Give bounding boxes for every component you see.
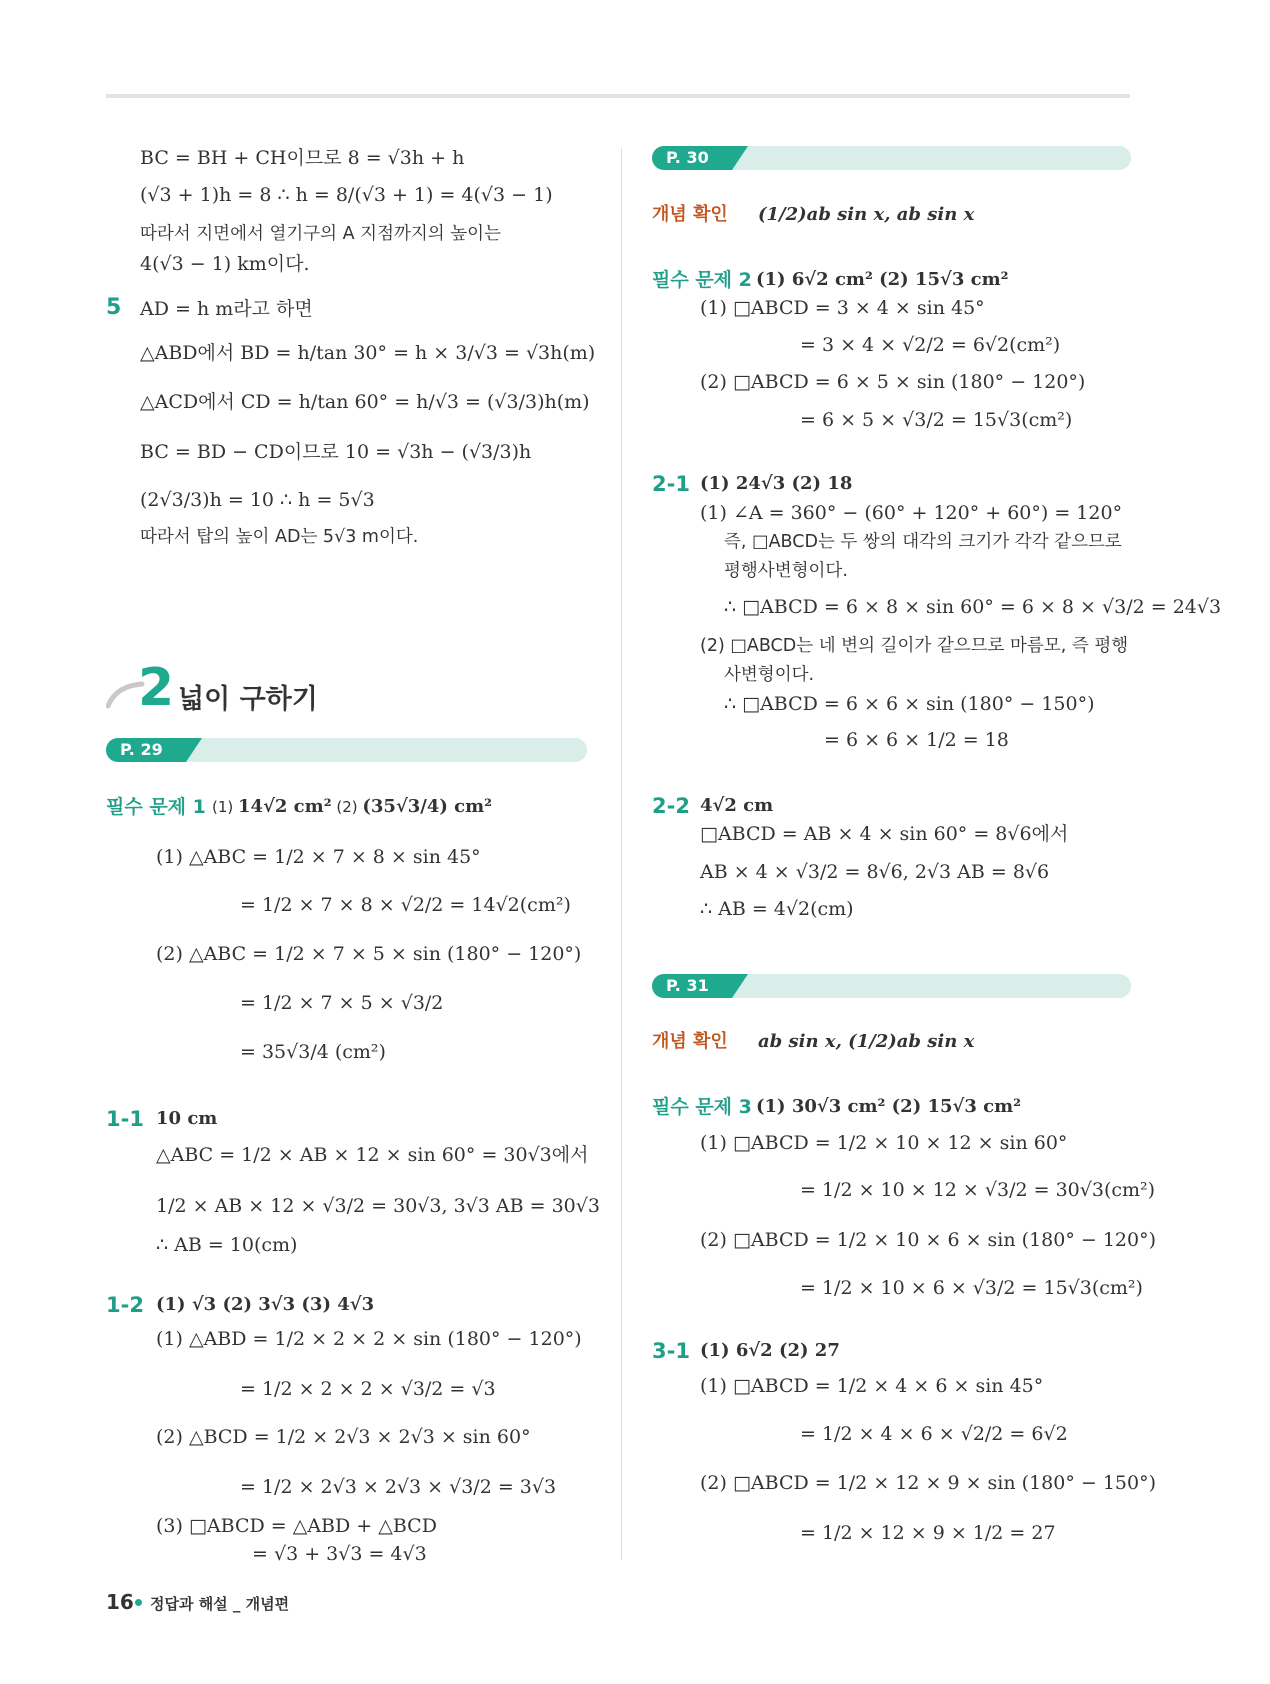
text-line: 4(√3 − 1) km이다. xyxy=(140,253,310,275)
problem-answer: 10 cm xyxy=(156,1108,218,1129)
solution-line: (3) □ABCD = △ABD + △BCD xyxy=(156,1515,437,1537)
problem-answer: (1) √3 (2) 3√3 (3) 4√3 xyxy=(156,1294,375,1315)
solution-line: (2) □ABCD는 네 변의 길이가 같으므로 마름모, 즉 평행 xyxy=(700,636,1129,656)
text-line: △ABD에서 BD = h/tan 30° = h × 3/√3 = √3h(m) xyxy=(140,342,596,364)
text-line: 따라서 지면에서 열기구의 A 지점까지의 높이는 xyxy=(140,224,501,244)
solution-line: = 1/2 × 2√3 × 2√3 × √3/2 = 3√3 xyxy=(240,1476,557,1498)
solution-line: □ABCD = AB × 4 × sin 60° = 8√6에서 xyxy=(700,823,1069,845)
text-line: BC = BH + CH이므로 8 = √3h + h xyxy=(140,147,465,169)
solution-line: 사변형이다. xyxy=(724,665,815,685)
problem-number: 2-2 xyxy=(652,794,690,818)
text-line: AD = h m라고 하면 xyxy=(140,298,313,320)
solution-line: (2) △ABC = 1/2 × 7 × 5 × sin (180° − 120°) xyxy=(156,943,582,965)
solution-line: = 1/2 × 7 × 8 × √2/2 = 14√2(cm²) xyxy=(240,894,571,916)
solution-line: (1) △ABD = 1/2 × 2 × 2 × sin (180° − 120°) xyxy=(156,1328,582,1350)
solution-line: = 6 × 6 × 1/2 = 18 xyxy=(824,729,1009,751)
page-reference-tag: P. 30 xyxy=(652,146,732,170)
solution-line: = 1/2 × 4 × 6 × √2/2 = 6√2 xyxy=(800,1423,1068,1445)
solution-line: 평행사변형이다. xyxy=(724,561,848,581)
page-reference-bar xyxy=(652,146,1131,170)
concept-check-answer: (1/2)ab sin x, ab sin x xyxy=(758,204,975,225)
solution-line: 즉, □ABCD는 두 쌍의 대각의 크기가 각각 같으므로 xyxy=(724,532,1122,552)
problem-answer: (1) 30√3 cm² (2) 15√3 cm² xyxy=(756,1096,1022,1117)
problem-answer: (1) 6√2 cm² (2) 15√3 cm² xyxy=(756,269,1009,290)
solution-line: (2) △BCD = 1/2 × 2√3 × 2√3 × sin 60° xyxy=(156,1426,531,1448)
solution-line: = 1/2 × 12 × 9 × 1/2 = 27 xyxy=(800,1522,1056,1544)
solution-line: ∴ □ABCD = 6 × 8 × sin 60° = 6 × 8 × √3/2 = 24√3 xyxy=(724,596,1222,618)
solution-line: ∴ AB = 10(cm) xyxy=(156,1234,298,1256)
top-rule xyxy=(106,94,1130,98)
page-number: 16 xyxy=(106,1590,134,1614)
solution-line: = 1/2 × 7 × 5 × √3/2 xyxy=(240,992,444,1014)
problem-number: 2-1 xyxy=(652,472,690,496)
page-reference-tag: P. 31 xyxy=(652,974,732,998)
concept-check-label: 개념 확인 xyxy=(652,204,728,225)
problem-answer: (1) 24√3 (2) 18 xyxy=(700,473,853,494)
problem-number: 1-1 xyxy=(106,1107,144,1131)
column-divider xyxy=(621,148,622,1560)
solution-line: = 1/2 × 10 × 6 × √3/2 = 15√3(cm²) xyxy=(800,1277,1143,1299)
solution-line: (1) □ABCD = 1/2 × 10 × 12 × sin 60° xyxy=(700,1132,1068,1154)
solution-line: (2) □ABCD = 1/2 × 10 × 6 × sin (180° − 120°) xyxy=(700,1229,1157,1251)
problem-answer: 4√2 cm xyxy=(700,795,774,816)
solution-line: (2) □ABCD = 6 × 5 × sin (180° − 120°) xyxy=(700,371,1086,393)
solution-line: = 35√3/4 (cm²) xyxy=(240,1041,386,1063)
section-number: 2 xyxy=(138,658,175,718)
solution-line: 1/2 × AB × 12 × √3/2 = 30√3, 3√3 AB = 30√3 xyxy=(156,1195,600,1217)
footer-title: 정답과 해설 _ 개념편 xyxy=(150,1595,290,1613)
page-reference-tag: P. 29 xyxy=(106,738,186,762)
solution-line: (1) □ABCD = 1/2 × 4 × 6 × sin 45° xyxy=(700,1375,1044,1397)
solution-line: = 3 × 4 × √2/2 = 6√2(cm²) xyxy=(800,334,1061,356)
footer-bullet-icon xyxy=(135,1599,142,1606)
solution-line: (1) ∠A = 360° − (60° + 120° + 60°) = 120° xyxy=(700,502,1123,524)
page-reference-bar xyxy=(106,738,587,762)
problem-label: 필수 문제 2 xyxy=(652,269,752,291)
problem-number: 3-1 xyxy=(652,1339,690,1363)
text-line: (2√3/3)h = 10 ∴ h = 5√3 xyxy=(140,489,375,511)
problem-number: 1-2 xyxy=(106,1293,144,1317)
solution-line: ∴ AB = 4√2(cm) xyxy=(700,898,854,920)
solution-line: (1) □ABCD = 3 × 4 × sin 45° xyxy=(700,297,985,319)
solution-line: AB × 4 × √3/2 = 8√6, 2√3 AB = 8√6 xyxy=(700,861,1050,883)
concept-check-label: 개념 확인 xyxy=(652,1031,728,1052)
solution-line: △ABC = 1/2 × AB × 12 × sin 60° = 30√3에서 xyxy=(156,1144,589,1166)
problem-label: 필수 문제 3 xyxy=(652,1096,752,1118)
solution-line: (2) □ABCD = 1/2 × 12 × 9 × sin (180° − 150°) xyxy=(700,1472,1157,1494)
problem-answer: (1) 14√2 cm² (2) (35√3/4) cm² xyxy=(212,796,493,817)
text-line: △ACD에서 CD = h/tan 60° = h/√3 = (√3/3)h(m) xyxy=(140,391,590,413)
solution-line: (1) △ABC = 1/2 × 7 × 8 × sin 45° xyxy=(156,846,481,868)
section-title: 넓이 구하기 xyxy=(178,684,318,715)
page-reference-bar xyxy=(652,974,1131,998)
problem-number: 5 xyxy=(106,295,122,320)
solution-line: = √3 + 3√3 = 4√3 xyxy=(252,1543,427,1565)
solution-line: = 1/2 × 10 × 12 × √3/2 = 30√3(cm²) xyxy=(800,1179,1156,1201)
problem-answer: (1) 6√2 (2) 27 xyxy=(700,1340,840,1361)
concept-check-answer: ab sin x, (1/2)ab sin x xyxy=(758,1031,975,1052)
solution-line: ∴ □ABCD = 6 × 6 × sin (180° − 150°) xyxy=(724,693,1095,715)
solution-line: = 1/2 × 2 × 2 × √3/2 = √3 xyxy=(240,1378,496,1400)
text-line: BC = BD − CD이므로 10 = √3h − (√3/3)h xyxy=(140,441,532,463)
text-line: (√3 + 1)h = 8 ∴ h = 8/(√3 + 1) = 4(√3 − 1) xyxy=(140,184,553,206)
text-line: 따라서 탑의 높이 AD는 5√3 m이다. xyxy=(140,527,419,547)
problem-label: 필수 문제 1 xyxy=(106,796,206,818)
solution-line: = 6 × 5 × √3/2 = 15√3(cm²) xyxy=(800,409,1073,431)
